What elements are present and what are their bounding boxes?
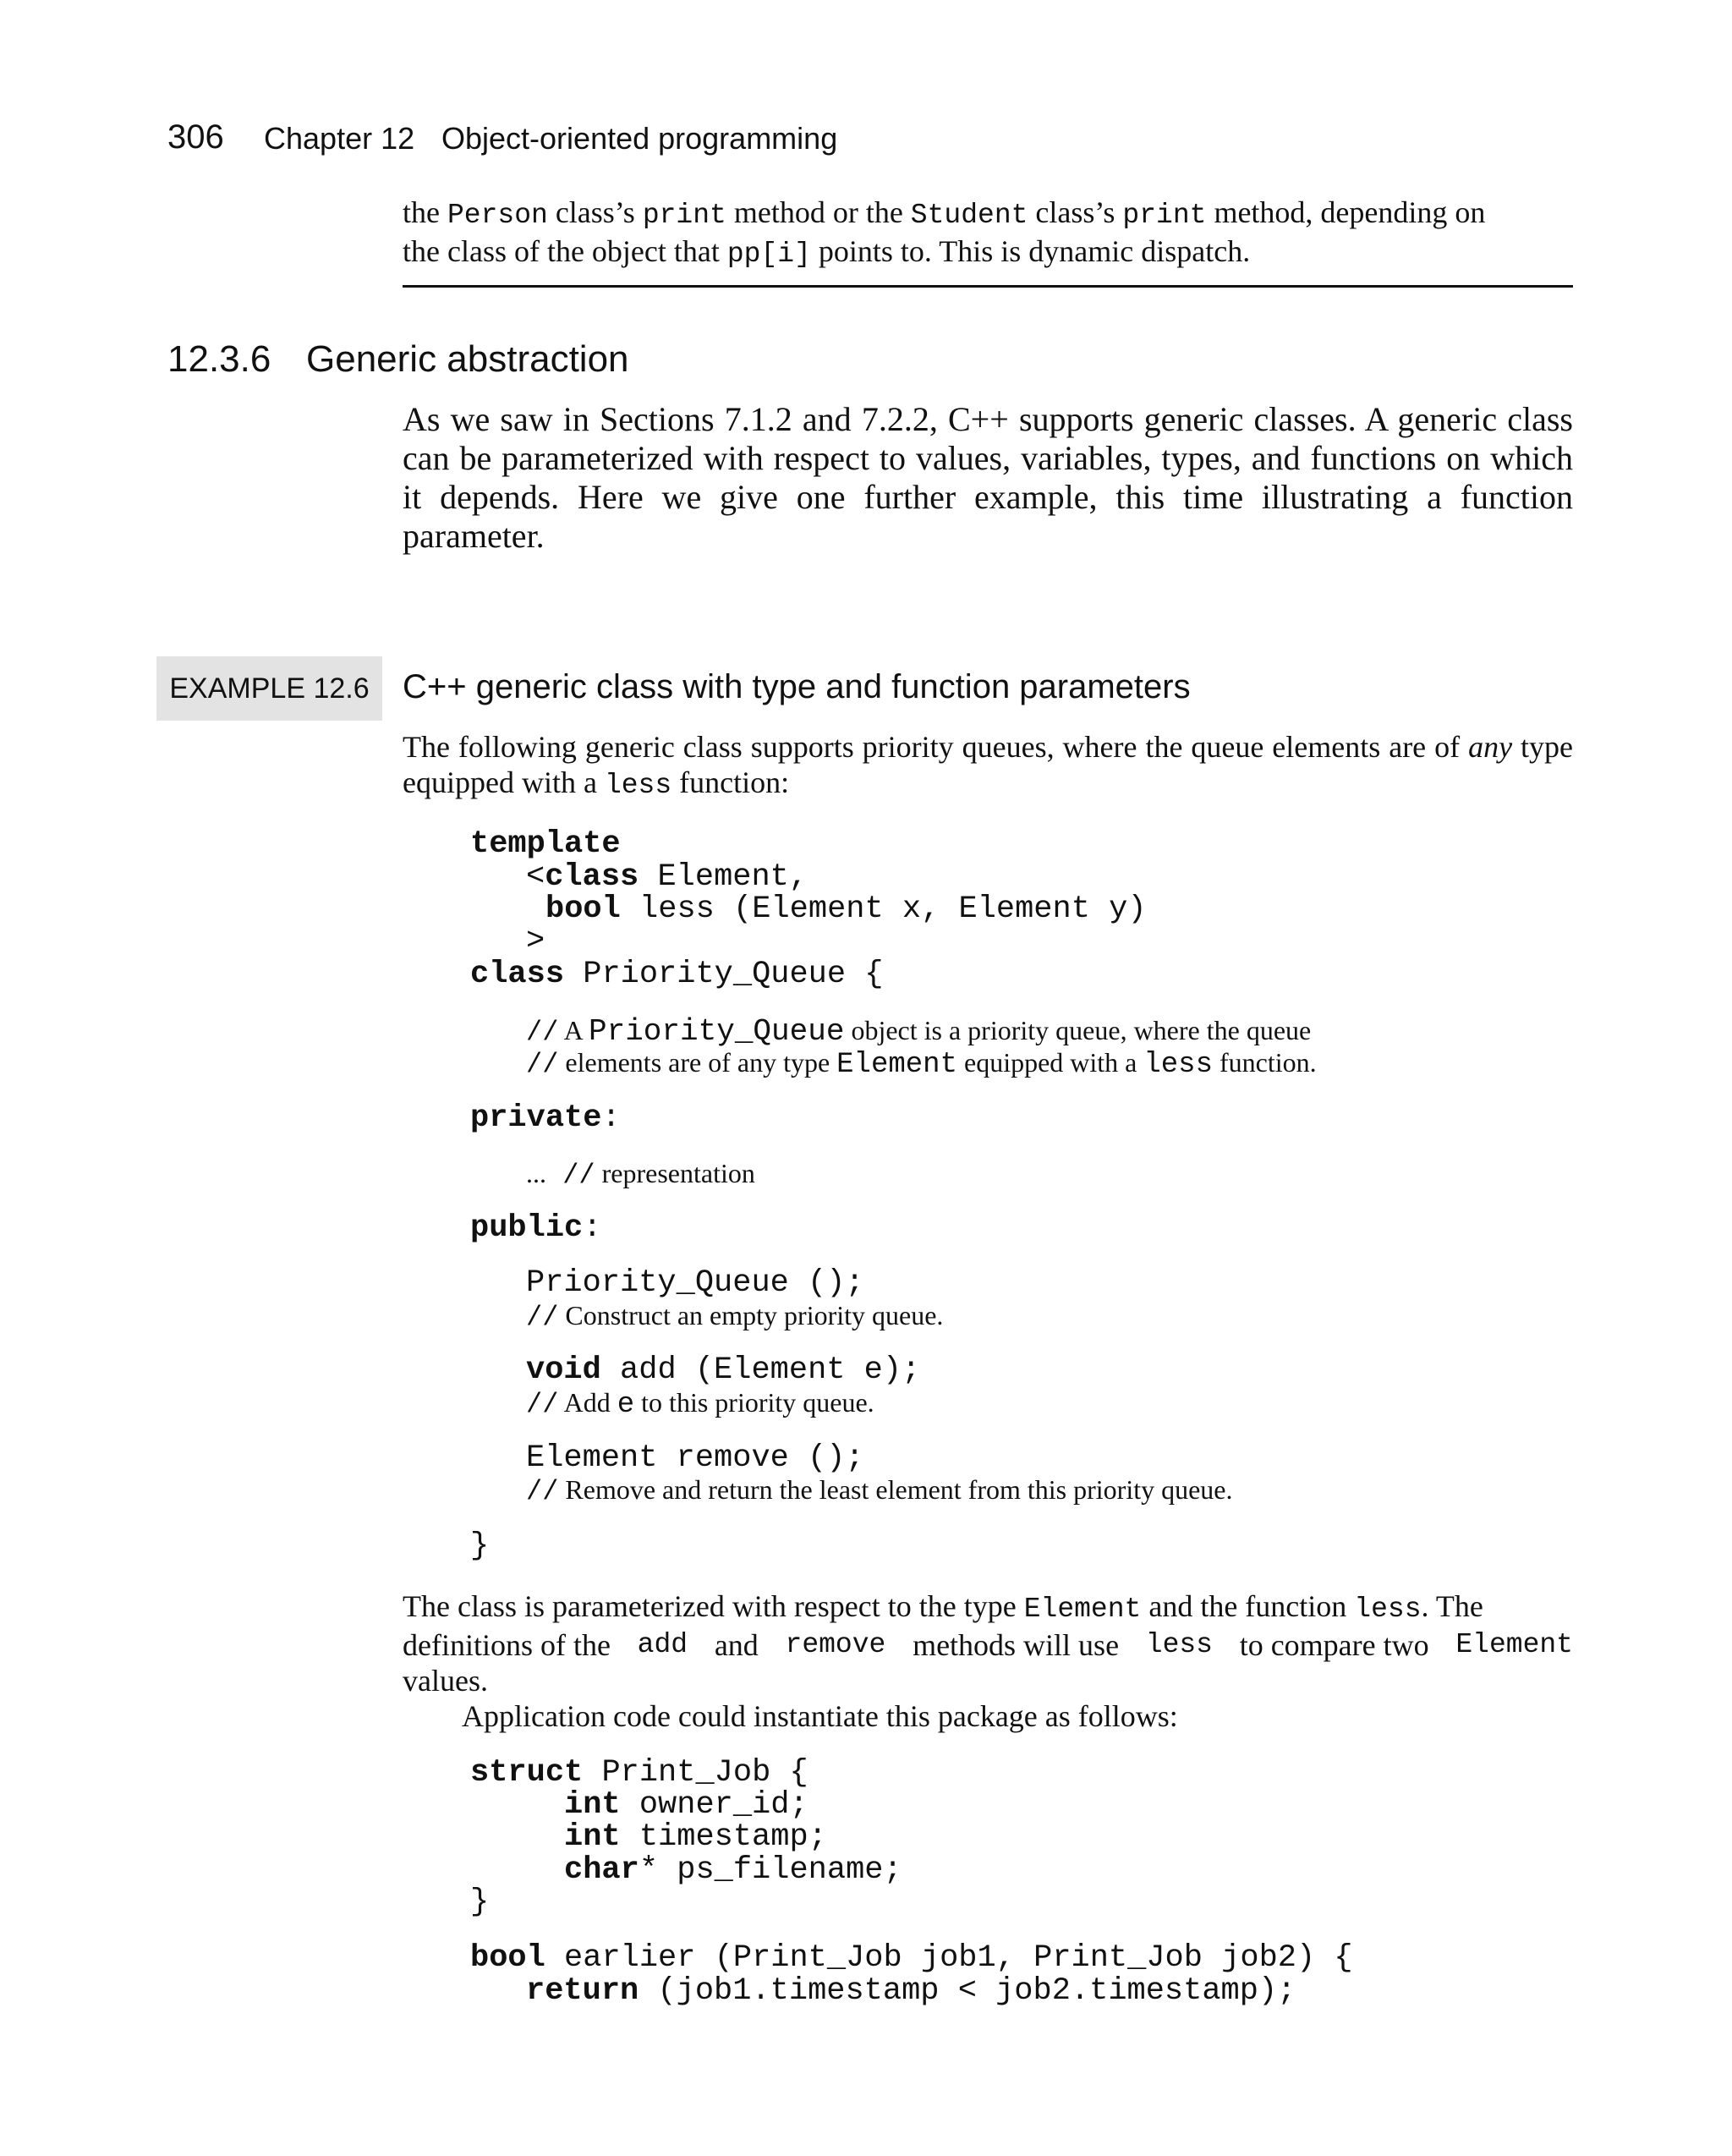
code-line: struct Print_Job { bbox=[470, 1755, 808, 1791]
code-line: void add (Element e); bbox=[526, 1352, 921, 1388]
code-comment: // elements are of any type Element equipped with a less function. bbox=[526, 1047, 1317, 1081]
code-line: char* ps_filename; bbox=[564, 1852, 902, 1888]
code-line: bool less (Element x, Element y) bbox=[545, 891, 1147, 927]
code-comment: // Add e to this priority queue. bbox=[526, 1387, 874, 1421]
code-line: Priority_Queue (); bbox=[526, 1265, 864, 1301]
code-line: int timestamp; bbox=[564, 1819, 827, 1855]
code-comment: // Remove and return the least element from this priority queue. bbox=[526, 1474, 1233, 1507]
chapter-label: Chapter 12 bbox=[264, 121, 415, 156]
code-line: <class Element, bbox=[526, 859, 808, 895]
continued-paragraph: the Person class’s print method or the Student class’s print method, depending on the class of the object that pp[i] points to. This is dynamic dispatch. bbox=[403, 195, 1486, 270]
code-line: private: bbox=[470, 1100, 621, 1136]
code-comment: // Construct an empty priority queue. bbox=[526, 1300, 944, 1333]
after-code-paragraph: The class is parameterized with respect to the type Element and the function less. The definitions of the add and remove methods will use less to compare two Element values. Application code could instantiate this package as follows: bbox=[403, 1589, 1573, 1733]
code-line: int owner_id; bbox=[564, 1787, 808, 1823]
code-comment: ... // representation bbox=[526, 1158, 755, 1191]
chapter-title: Object-oriented programming bbox=[441, 121, 838, 156]
code-line: } bbox=[470, 1528, 490, 1564]
code-line: return (job1.timestamp < job2.timestamp); bbox=[526, 1973, 1296, 2009]
section-title: Generic abstraction bbox=[306, 338, 629, 380]
code-line: template bbox=[470, 826, 621, 862]
code-line: Element remove (); bbox=[526, 1440, 864, 1476]
horizontal-rule bbox=[403, 285, 1573, 288]
page-number: 306 bbox=[167, 118, 224, 156]
code-line: > bbox=[526, 924, 545, 959]
code-comment: // A Priority_Queue object is a priority queue, where the queue bbox=[526, 1014, 1312, 1049]
code-line: public: bbox=[470, 1210, 602, 1246]
code-line: bool earlier (Print_Job job1, Print_Job job2) { bbox=[470, 1940, 1353, 1976]
example-intro: The following generic class supports priority queues, where the queue elements are of any type equipped with a less function: bbox=[403, 730, 1574, 801]
code-line: } bbox=[470, 1884, 490, 1920]
section-paragraph: As we saw in Sections 7.1.2 and 7.2.2, C++ supports generic classes. A generic class can be parameterized with respect to values, variables, types, and functions on which it depends. Here we give one further example, this time illustrating a function parameter. bbox=[403, 400, 1573, 555]
section-number: 12.3.6 bbox=[167, 338, 271, 380]
example-tag: EXAMPLE 12.6 bbox=[156, 656, 382, 721]
example-title: C++ generic class with type and function parameters bbox=[403, 668, 1191, 705]
code-line: class Priority_Queue { bbox=[470, 957, 884, 992]
